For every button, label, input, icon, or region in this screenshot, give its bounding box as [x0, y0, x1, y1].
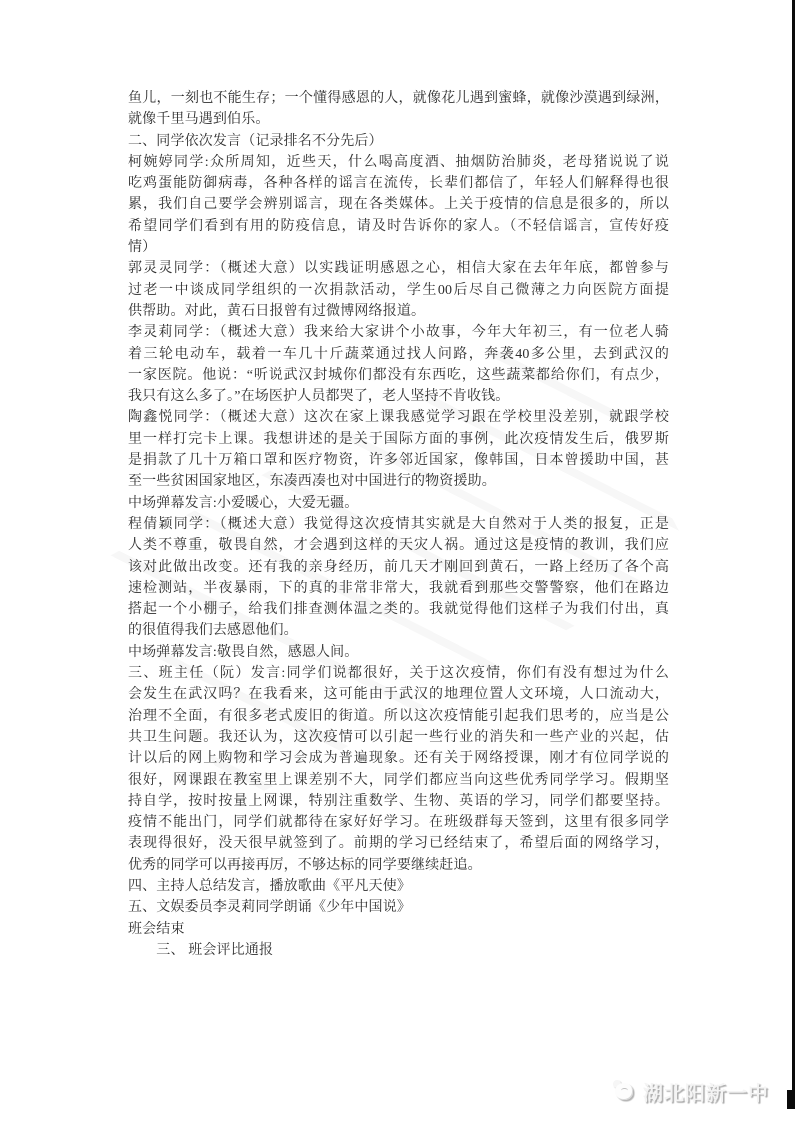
text-line: 速检测站，半夜暴雨，下的真的非常非常大，我就看到那些交警警察，他们在路边 — [128, 580, 669, 596]
text-line: 该对此做出改变。还有我的亲身经历，前几天才刚回到黄石，一路上经历了各个高 — [128, 559, 669, 575]
text-line: 鱼儿，一刻也不能生存；一个懂得感恩的人，就像花儿遇到蜜蜂，就像沙漠遇到绿洲， — [128, 91, 669, 106]
text-line: 中场弹幕发言:敬畏自然，感恩人间。 — [128, 644, 359, 660]
text-line: 就像千里马遇到伯乐。 — [128, 112, 270, 128]
scan-edge-artifact — [792, 0, 795, 1106]
text-line: 会发生在武汉吗？在我看来，这可能由于武汉的地理位置人文环境，人口流动大， — [128, 687, 669, 703]
text-line: 一家医院。他说：“听说武汉封城你们都没有东西吃，这些蔬菜都给你们，有点少， — [128, 367, 669, 383]
text-line: 柯婉婷同学:众所周知，近些天，什么喝高度酒、抽烟防治肺炎，老母猪说说了说 — [128, 154, 669, 170]
text-line: 我只有这么多了。”在场医护人员都哭了，老人坚持不肯收钱。 — [128, 389, 510, 405]
text-line: 是捐款了几十万箱口罩和医疗物资，许多邻近国家，像韩国，日本曾援助中国，甚 — [128, 453, 669, 469]
text-line: 表现得很好，没天很早就签到了。前期的学习已经结束了，希望后面的网络学习， — [128, 836, 669, 852]
text-line: 五、文娱委员李灵莉同学朗诵《少年中国说》 — [128, 900, 411, 916]
publisher-watermark — [612, 1076, 769, 1106]
text-line: 中场弹幕发言:小爱暖心，大爱无疆。 — [128, 495, 359, 511]
text-line: 二、同学依次发言（记录排名不分先后） — [128, 133, 383, 149]
text-line: 疫情不能出门，同学们就都待在家好好学习。在班级群每天签到，这里有很多同学 — [128, 815, 669, 831]
text-line: 共卫生问题。我还认为，这次疫情可以引起一些行业的消失和一些产业的兴起，估 — [128, 729, 669, 745]
text-line: 供帮助。对此，黄石日报曾有过微博网络报道。 — [128, 303, 426, 319]
text-line: 四、主持人总结发言，播放歌曲《平凡天使》 — [128, 878, 411, 894]
text-line: 希望同学们看到有用的防疫信息，请及时告诉你的家人。（不轻信谣言，宣传好疫 — [128, 218, 669, 234]
text-line: 李灵莉同学：（概述大意）我来给大家讲个小故事，今年大年初三，有一位老人骑 — [128, 325, 669, 341]
text-line: 班会结束 — [128, 921, 185, 937]
text-line: 的很值得我们去感恩他们。 — [128, 623, 298, 639]
text-line: 计以后的网上购物和学习会成为普遍现象。还有关于网络授课，刚才有位同学说的 — [128, 751, 669, 767]
text-line: 至一些贫困国家地区，东凑西凑也对中国进行的物资援助。 — [128, 474, 496, 490]
text-line: 过老一中谈成同学组织的一次捐款活动，学生00后尽自己微薄之力向医院方面提 — [128, 282, 669, 298]
text-line: 持自学，按时按量上网课，特别注重数学、生物、英语的学习，同学们都要坚持。 — [128, 793, 669, 809]
text-line: 郭灵灵同学：（概述大意）以实践证明感恩之心，相信大家在去年年底，都曾参与 — [128, 261, 669, 277]
text-line: 很好，网课跟在教室里上课差别不大，同学们都应当向这些优秀同学学习。假期坚 — [128, 772, 669, 788]
scan-edge-artifact-tab — [787, 1090, 795, 1109]
text-line: 吃鸡蛋能防御病毒，各种各样的谣言在流传，长辈们都信了，年轻人们解释得也很 — [128, 176, 669, 192]
text-line: 人类不尊重，敬畏自然，才会遇到这样的天灾人祸。通过这是疫情的教训，我们应 — [128, 538, 669, 554]
text-line: 里一样打完卡上课。我想讲述的是关于国际方面的事例，此次疫情发生后，俄罗斯 — [128, 431, 669, 447]
text-line: 三、 班会评比通报 — [128, 942, 274, 958]
text-line: 陶鑫悦同学：（概述大意）这次在家上课我感觉学习跟在学校里没差别，就跟学校 — [128, 410, 669, 426]
text-line: 搭起一个小棚子，给我们排查测体温之类的。我就觉得他们这样子为我们付出，真 — [128, 602, 669, 618]
text-line: 着三轮电动车，载着一车几十斤蔬菜通过找人问路，奔袭40多公里，去到武汉的 — [128, 346, 669, 362]
text-line: 累，我们自己要学会辨别谣言，现在各类媒体。上关于疫情的信息是很多的，所以 — [128, 197, 669, 213]
publisher-name: 湖北阳新一中 — [643, 1082, 769, 1105]
text-line: 情） — [128, 240, 157, 256]
text-line: 治理不全面，有很多老式废旧的街道。所以这次疫情能引起我们思考的，应当是公 — [128, 708, 669, 724]
document-body — [128, 88, 669, 961]
text-line: 优秀的同学可以再接再厉，不够达标的同学要继续赶追。 — [128, 857, 482, 873]
mascot-icon — [612, 1080, 636, 1102]
text-line: 程倩颖同学：（概述大意）我觉得这次疫情其实就是大自然对于人类的报复，正是 — [128, 516, 669, 532]
text-line: 三、班主任（阮）发言:同学们说都很好，关于这次疫情，你们有没有想过为什么 — [128, 666, 669, 682]
